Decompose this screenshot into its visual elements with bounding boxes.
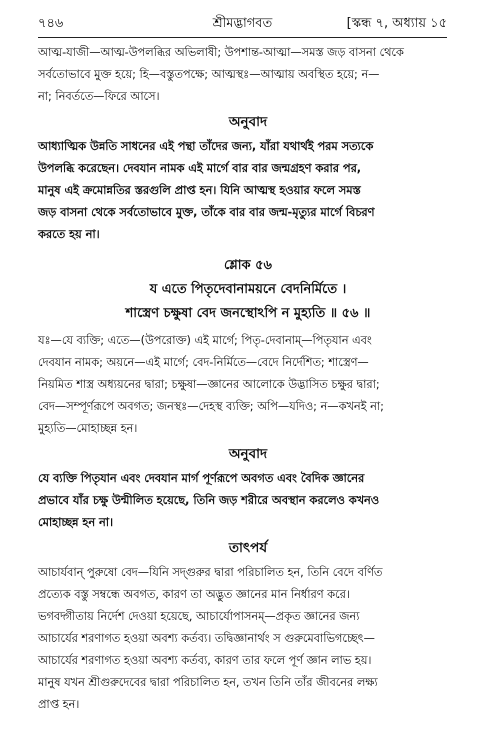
page-number: ৭৪৬ xyxy=(38,16,64,31)
translation-line: মোহাচ্ছন্ন হন না। xyxy=(38,516,114,529)
purport-line: আচার্যের শরণাগত হওয়া অবশ্য কর্তব্য। তদ্বিজ্ঞানার্থং স গুরুমেবাভিগচ্ছেৎ— xyxy=(38,632,375,645)
translation-line: আধ্যাত্মিক উন্নতি সাধনের এই পন্থা তাঁদের জন্য, যাঁরা যথার্থই পরম সত্যকে xyxy=(38,140,374,153)
synonyms-line: না; নিবর্ততে—ফিরে আসে। xyxy=(38,90,160,103)
purport-line: আচার্যের শরণাগত হওয়া অবশ্য কর্তব্য, কারণ তার ফলে পূর্ণ জ্ঞান লাভ হয়। xyxy=(38,654,372,667)
synonyms-line: নিয়মিত শাস্ত্র অধ্যয়নের দ্বারা; চক্ষুষা—জ্ঞানের আলোকে উদ্ভাসিত চক্ষুর দ্বারা; xyxy=(38,378,380,391)
synonyms-line: দেবযান নামক; অয়নে—এই মার্গে; বেদ-নির্মিতে—বেদে নির্দেশিত; শাস্ত্রেণ— xyxy=(38,356,369,369)
translation-heading: অনুবাদ xyxy=(228,114,268,130)
purport-heading: তাৎপর্য xyxy=(228,540,268,556)
translation-line: করতে হয় না। xyxy=(38,228,100,241)
translation-line: জড় বাসনা থেকে সর্বতোভাবে মুক্ত, তাঁকে বার বার জন্ম-মৃত্যুর মার্গে বিচরণ xyxy=(38,206,375,219)
page-header xyxy=(38,14,447,34)
book-title: শ্রীমদ্ভাগবত xyxy=(212,16,273,31)
translation-line: মানুষ এই ক্রমোন্নতির স্তরগুলি প্রাপ্ত হন। যিনি আত্মস্থ হওয়ার ফলে সমস্ত xyxy=(38,184,361,197)
purport-line: ভগবদ্গীতায় নির্দেশ দেওয়া হয়েছে, আচার্যোপাসনম্—প্রকৃত জ্ঞানের জন্য xyxy=(38,610,360,623)
translation-text xyxy=(38,468,458,534)
synonyms-verse xyxy=(38,330,458,440)
synonyms-line: আত্ম-যাজী—আত্ম-উপলব্ধির অভিলাষী; উপশান্ত-আত্মা—সমস্ত জড় বাসনা থেকে xyxy=(38,46,404,59)
translation-line: উপলব্ধি করেছেন। দেবযান নামক এই মার্গে বার বার জন্মগ্রহণ করার পর, xyxy=(38,162,362,175)
synonyms-line: সর্বতোভাবে মুক্ত হয়ে; হি—বস্তুতপক্ষে; আত্মস্থঃ—আত্মায় অবস্থিত হয়ে; ন— xyxy=(38,68,380,81)
purport-line: প্রাপ্ত হন। xyxy=(38,698,80,711)
synonyms-top xyxy=(38,42,458,108)
translation-heading: অনুবাদ xyxy=(228,446,268,462)
translation-line: যে ব্যক্তি পিতৃযান এবং দেবযান মার্গ পূর্ণরূপে অবগত এবং বৈদিক জ্ঞানের xyxy=(38,472,365,485)
verse-line: য এতে পিতৃদেবানাময়নে বেদনির্মিতে । xyxy=(149,282,347,297)
translation-line: প্রভাবে যাঁর চক্ষু উন্মীলিত হয়েছে, তিনি জড় শরীরে অবস্থান করলেও কখনও xyxy=(38,494,380,507)
translation-text xyxy=(38,136,458,246)
verse-label: শ্লোক ৫৬ xyxy=(223,258,273,273)
synonyms-line: মুহ্যতি—মোহাচ্ছন্ন হন। xyxy=(38,422,138,435)
purport-line: মানুষ যখন শ্রীগুরুদেবের দ্বারা পরিচালিত হন, তখন তিনি তাঁর জীবনের লক্ষ্য xyxy=(38,676,378,689)
purport-line: আচার্যবান্ পুরুষো বেদ—যিনি সদ্গুরুর দ্বারা পরিচালিত হন, তিনি বেদে বর্ণিত xyxy=(38,566,383,579)
header-rule xyxy=(38,37,447,38)
page-content xyxy=(38,42,458,716)
synonyms-line: বেদ—সম্পূর্ণরূপে অবগত; জনস্থঃ—দেহস্থ ব্যক্তি; অপি—যদিও; ন—কখনই না; xyxy=(38,400,384,413)
verse-line: শাস্ত্রেণ চক্ষুষা বেদ জনস্থোঽপি ন মুহ্যতি ॥ ৫৬ ॥ xyxy=(125,306,371,321)
synonyms-line: যঃ—যে ব্যক্তি; এতে—(উপরোক্ত) এই মার্গে; পিতৃ-দেবানাম্—পিতৃযান এবং xyxy=(38,334,372,347)
purport-line: প্রত্যেক বস্তু সম্বন্ধে অবগত, কারণ তা অদ্ভুত জ্ঞানের মান নির্ধারণ করে। xyxy=(38,588,350,601)
purport-text xyxy=(38,562,458,716)
chapter-reference: [স্কন্ধ ৭, অধ্যায় ১৫ xyxy=(346,16,447,31)
